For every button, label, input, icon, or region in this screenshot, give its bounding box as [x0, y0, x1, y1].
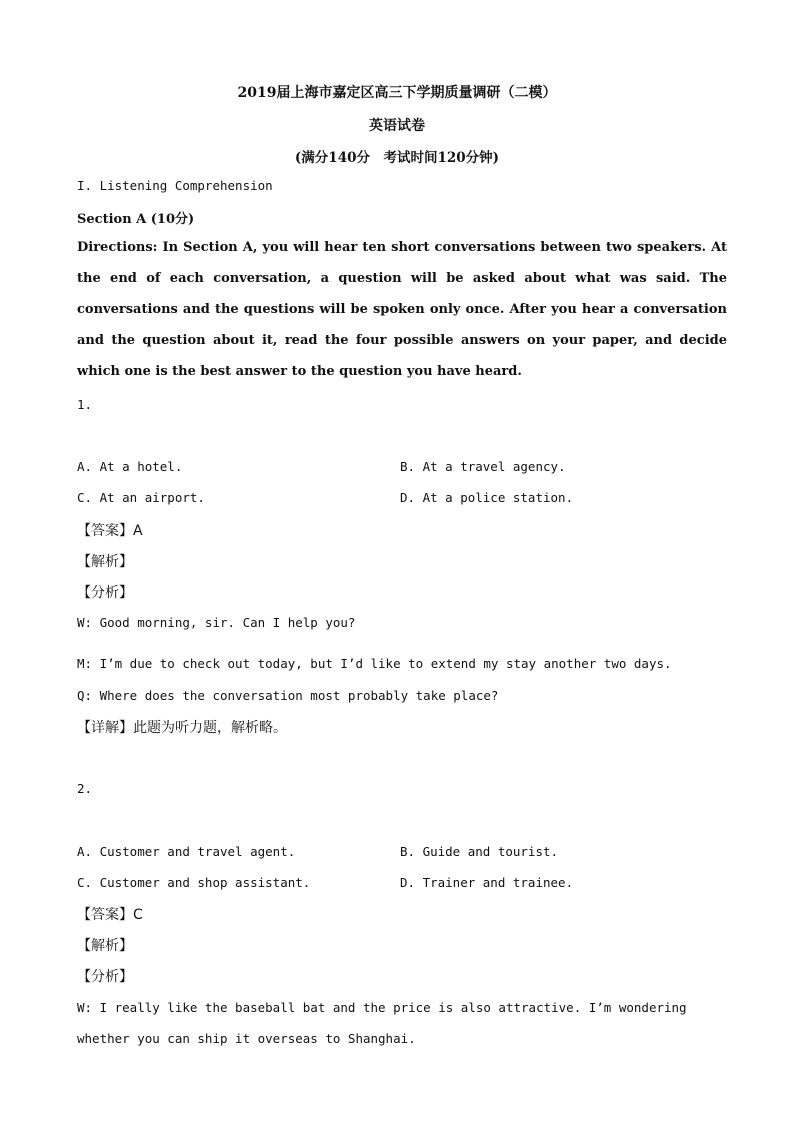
section-heading: Section A (10分) — [77, 212, 195, 227]
directions-paragraph: Directions: In Section A, you will hear ten short conversations between two speakers. At the end of each conversation, a question will be asked about what was said. The conversations and the questions will be spoken only once. After you hear a conversation and the question about it, read the four possible answers on your paper, and decide which one is the best answer to the question you have heard. — [77, 240, 727, 379]
option-c: C. Customer and shop assistant. — [77, 875, 311, 890]
transcript-woman: W: I really like the baseball bat and the price is also attractive. I’m wondering whether you can ship it overseas to Shanghai. — [77, 1000, 687, 1046]
option-c: C. At an airport. — [77, 490, 205, 505]
breakdown-label: 【分析】 — [77, 969, 133, 985]
document-subtitle: 英语试卷 — [369, 118, 425, 134]
detail-explanation: 【详解】此题为听力题，解析略。 — [77, 720, 287, 736]
transcript-question: Q: Where does the conversation most probably take place? — [77, 688, 499, 703]
analysis-label: 【解析】 — [77, 554, 133, 570]
option-b: B. Guide and tourist. — [400, 844, 559, 859]
exam-meta: (满分140分 考试时间120分钟) — [294, 150, 500, 166]
option-b: B. At a travel agency. — [400, 459, 566, 474]
option-d: D. Trainer and trainee. — [400, 875, 574, 890]
analysis-label: 【解析】 — [77, 938, 133, 954]
answer-label: 【答案】A — [77, 523, 143, 539]
question-number: 1. — [77, 397, 93, 412]
question-number: 2. — [77, 781, 93, 796]
transcript-woman: W: Good morning, sir. Can I help you? — [77, 615, 356, 630]
option-a: A. At a hotel. — [77, 459, 183, 474]
option-d: D. At a police station. — [400, 490, 574, 505]
document-title: 2019届上海市嘉定区高三下学期质量调研（二模） — [237, 85, 557, 101]
breakdown-label: 【分析】 — [77, 585, 133, 601]
option-a: A. Customer and travel agent. — [77, 844, 296, 859]
part-heading: I. Listening Comprehension — [77, 178, 273, 193]
answer-label: 【答案】C — [77, 907, 143, 923]
transcript-man: M: I’m due to check out today, but I’d like to extend my stay another two days. — [77, 656, 672, 671]
